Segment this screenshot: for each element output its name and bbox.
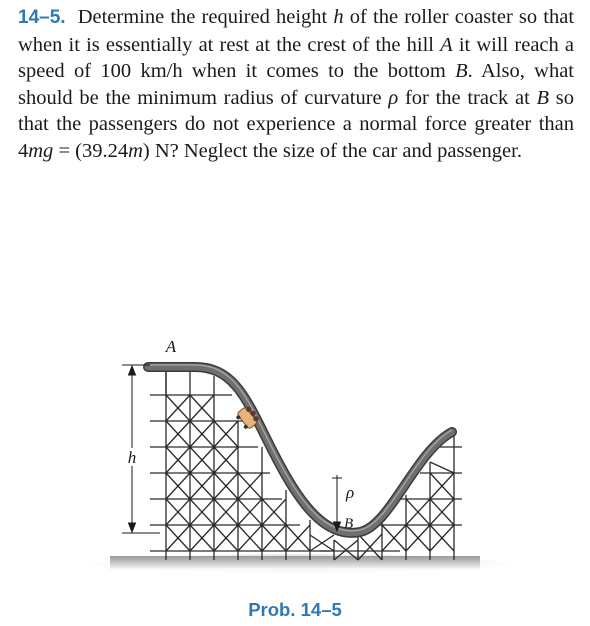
text-part-8: ) N? Neglect the size of the car and passenger. <box>142 139 522 162</box>
var-mg: mg <box>28 139 54 162</box>
var-b: B <box>455 60 468 83</box>
var-a: A <box>440 33 453 56</box>
var-h: h <box>333 6 344 28</box>
rho-indicator <box>332 475 342 531</box>
text-part-2: of the roller coaster so that when it is essentially at rest at the crest of the hill <box>18 6 575 56</box>
right-tower <box>374 436 462 560</box>
text-part-1: Determine the required height <box>77 6 328 28</box>
label-rho: ρ <box>346 483 355 502</box>
text-part-5: for the track at <box>404 86 530 109</box>
problem-number: 14–5. <box>18 7 66 28</box>
text-part-6: so that the passengers do not experience a normal force greater than 4 <box>18 86 575 162</box>
var-m: m <box>128 139 143 162</box>
label-h: h <box>127 448 137 467</box>
label-b: B <box>344 516 354 532</box>
problem-statement <box>18 4 574 165</box>
roller-coaster-figure <box>0 320 590 590</box>
figure-caption: Prob. 14–5 <box>248 599 342 620</box>
text-part-7: = (39.24 <box>58 139 129 162</box>
label-a: A <box>165 337 177 356</box>
var-rho: ρ <box>388 86 399 109</box>
text-part-3: it will reach a speed of 100 km/h when it comes to the bottom <box>18 33 575 83</box>
text-part-4: . Also, what should be the minimum radius of curvature <box>18 60 574 109</box>
var-b-2: B <box>536 86 550 109</box>
